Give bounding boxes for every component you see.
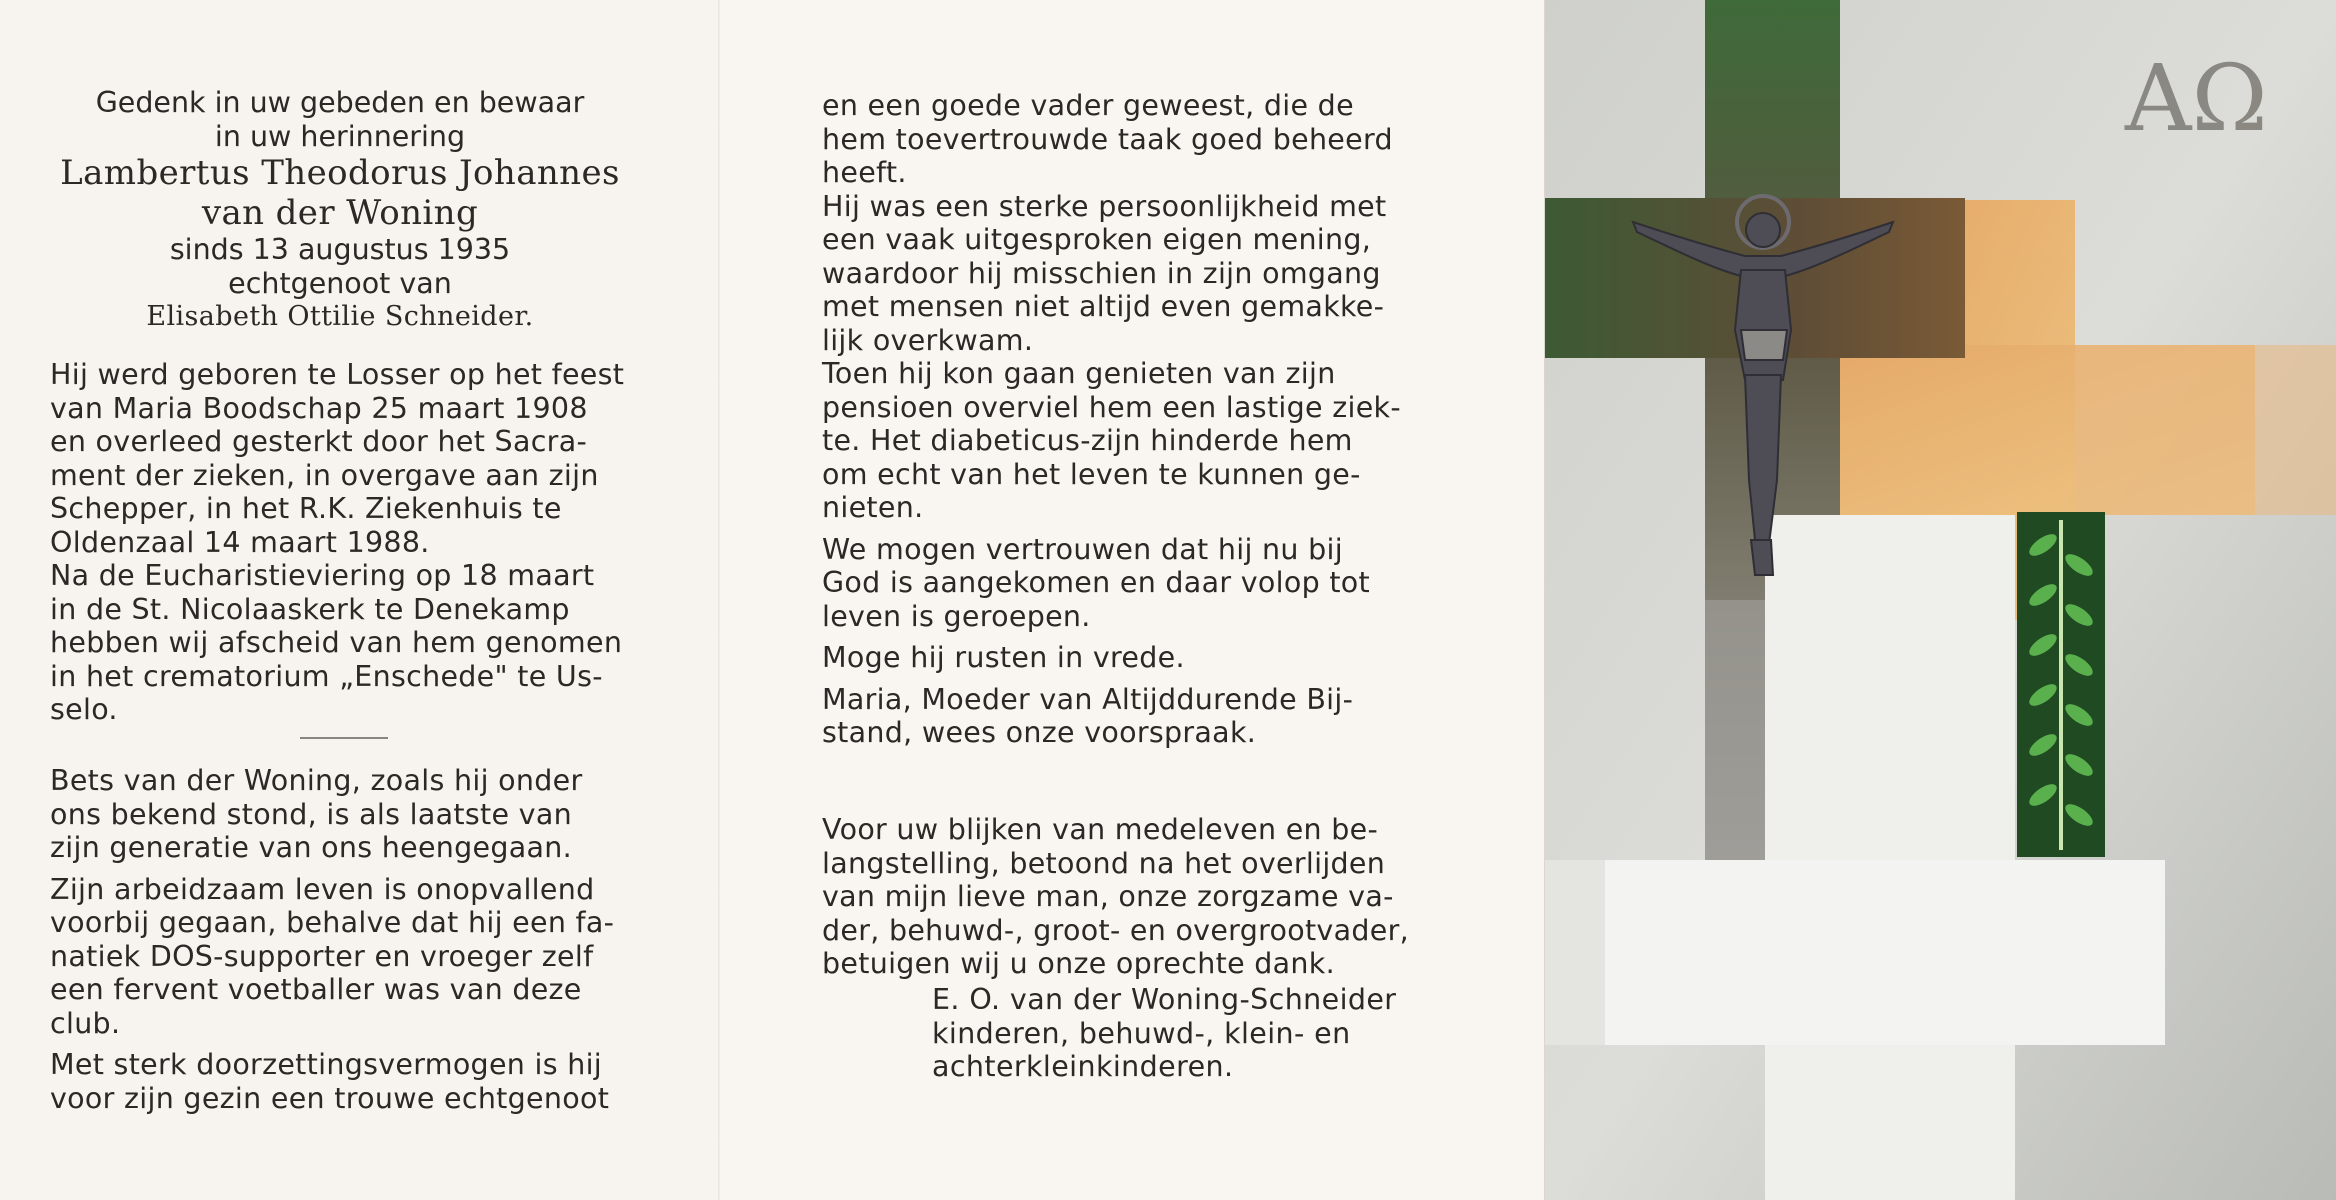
spouse-name: Elisabeth Ottilie Schneider. — [146, 301, 534, 332]
continued-text — [822, 89, 1426, 750]
painting-panel — [1545, 0, 2336, 1200]
bio-line: in het crematorium „Enschede" te Us- — [50, 659, 603, 693]
text-line: waardoor hij misschien in zijn omgang — [822, 256, 1381, 290]
deceased-name-line-1: Lambertus Theodorus Johannes — [60, 153, 620, 193]
text-line: der, behuwd-, groot- en overgrootvader, — [822, 913, 1409, 947]
text-line: een vaak uitgesproken eigen mening, — [822, 223, 1372, 256]
intro-block — [40, 86, 640, 334]
intro-line-1: Gedenk in uw gebeden en bewaar — [95, 86, 585, 119]
bio-line: Schepper, in het R.K. Ziekenhuis te — [50, 492, 562, 525]
text-line: natiek DOS-supporter en vroeger zelf — [50, 939, 594, 973]
remembrance-text — [50, 764, 636, 1115]
text-line: club. — [50, 1006, 121, 1040]
thank-you-note — [822, 813, 1426, 981]
text-line: lijk overkwam. — [822, 323, 1034, 357]
text-line: We mogen vertrouwen dat hij nu bij — [822, 532, 1343, 566]
text-line: Zijn arbeidzaam leven is onopvallend — [50, 872, 595, 906]
signature-block — [932, 983, 1432, 1084]
text-line: en een goede vader geweest, die de — [822, 89, 1354, 122]
biography — [50, 358, 636, 727]
text-line: Bets van der Woning, zoals hij onder — [50, 764, 583, 797]
text-line: zijn generatie van ons heengegaan. — [50, 831, 573, 864]
bio-line: Oldenzaal 14 maart 1988. — [50, 525, 430, 559]
signature-line: E. O. van der Woning-Schneider — [932, 983, 1397, 1016]
signature-line: kinderen, behuwd-, klein- en — [932, 1016, 1351, 1050]
text-line: hem toevertrouwde taak goed beheerd — [822, 122, 1393, 156]
text-line: met mensen niet altijd even gemakke- — [822, 290, 1385, 323]
text-line: van mijn lieve man, onze zorgzame va- — [822, 880, 1394, 913]
middle-page — [720, 0, 1545, 1200]
bio-line: ment der zieken, in overgave aan zijn — [50, 458, 599, 492]
bio-line: en overleed gesterkt door het Sacra- — [50, 425, 588, 458]
text-line: Voor uw blijken van medeleven en be- — [822, 813, 1379, 846]
bio-line: Na de Eucharistieviering op 18 maart — [50, 559, 595, 592]
intro-line-2: in uw herinnering — [214, 119, 466, 153]
married-since: sinds 13 augustus 1935 — [169, 233, 511, 266]
text-line: Maria, Moeder van Altijddurende Bij- — [822, 682, 1354, 716]
left-page — [0, 0, 720, 1200]
text-line: God is aangekomen en daar volop tot — [822, 566, 1371, 599]
text-line: voor zijn gezin een trouwe echtgenoot — [50, 1081, 610, 1115]
text-line: betuigen wij u onze oprechte dank. — [822, 947, 1335, 980]
text-line: een fervent voetballer was van deze — [50, 973, 582, 1006]
text-line: Toen hij kon gaan genieten van zijn — [822, 357, 1336, 390]
bio-line: selo. — [50, 693, 118, 726]
bio-line: van Maria Boodschap 25 maart 1908 — [50, 391, 588, 425]
crucifix-painting — [1545, 0, 2336, 1200]
text-line: voorbij gegaan, behalve dat hij een fa- — [50, 906, 615, 939]
text-line: ons bekend stond, is als laatste van — [50, 797, 572, 831]
section-divider — [300, 737, 388, 739]
text-line: stand, wees onze voorspraak. — [822, 716, 1257, 749]
text-line: om echt van het leven te kunnen ge- — [822, 457, 1361, 491]
text-line: langstelling, betoond na het overlijden — [822, 846, 1386, 880]
text-line: Moge hij rusten in vrede. — [822, 641, 1185, 674]
bio-line: in de St. Nicolaaskerk te Denekamp — [50, 592, 570, 626]
text-line: Hij was een sterke persoonlijkheid met — [822, 189, 1387, 223]
text-line: te. Het diabeticus-zijn hinderde hem — [822, 424, 1353, 457]
text-line: pensioen overviel hem een lastige ziek- — [822, 390, 1401, 424]
spouse-label: echtgenoot van — [228, 266, 452, 300]
bio-line: hebben wij afscheid van hem genomen — [50, 626, 623, 659]
text-line: leven is geroepen. — [822, 599, 1091, 633]
text-line: Met sterk doorzettingsvermogen is hij — [50, 1048, 603, 1081]
text-line: heeft. — [822, 156, 907, 189]
bio-line: Hij werd geboren te Losser op het feest — [50, 358, 625, 391]
signature-line: achterkleinkinderen. — [932, 1050, 1234, 1083]
alpha-omega-text: AΩ — [2125, 45, 2268, 152]
text-line: nieten. — [822, 491, 924, 524]
deceased-name-line-2: van der Woning — [201, 193, 479, 233]
